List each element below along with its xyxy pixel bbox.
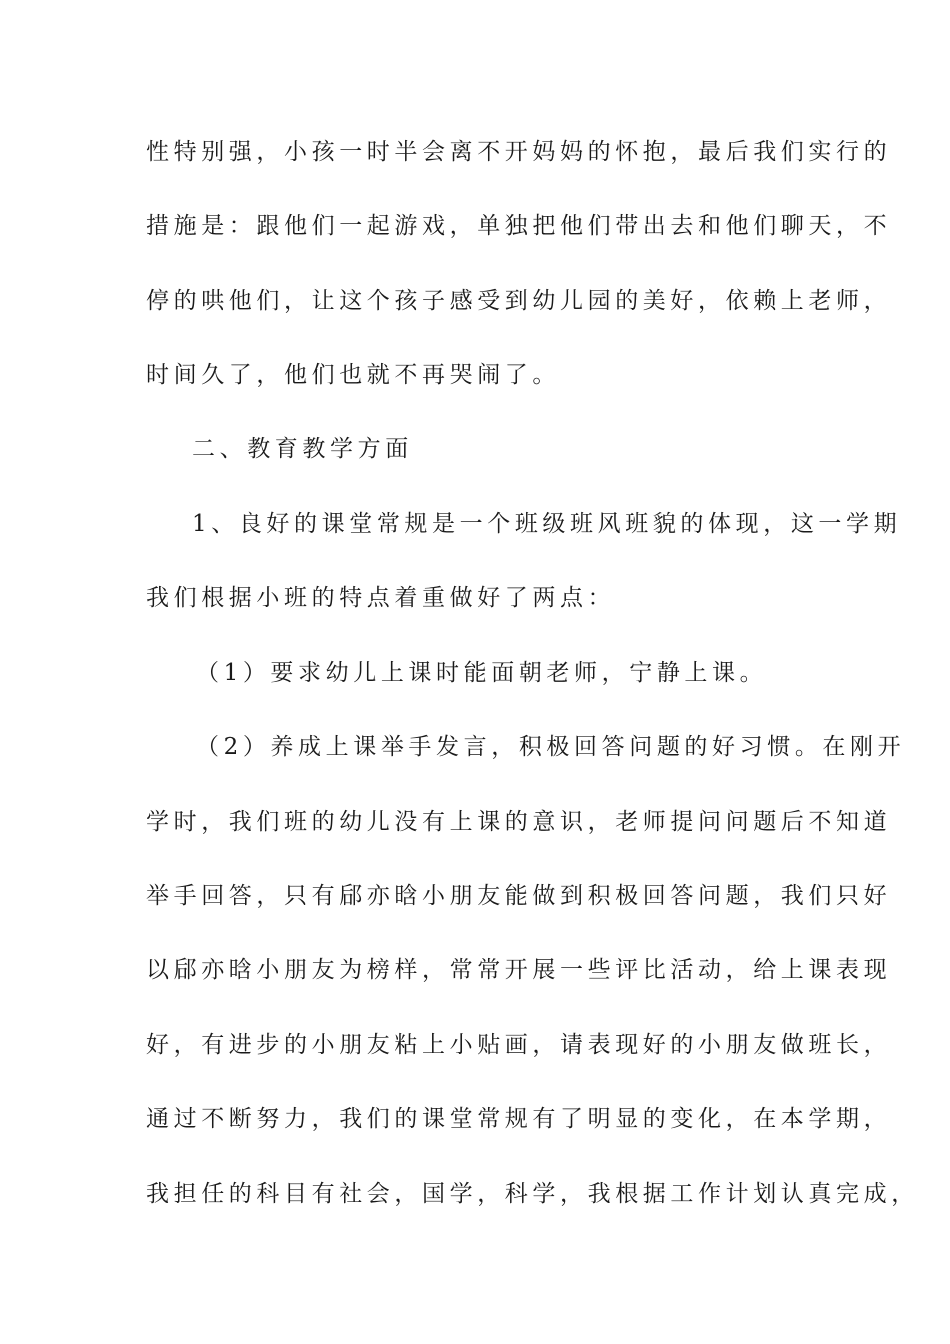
paragraph-line: 我担任的科目有社会，国学，科学，我根据工作计划认真完成，	[146, 1181, 919, 1207]
paragraph-line: 时间久了，他们也就不再哭闹了。	[146, 362, 560, 388]
paragraph-line: 措施是：跟他们一起游戏，单独把他们带出去和他们聊天，不	[146, 213, 892, 239]
paragraph-line: 以郈亦晗小朋友为榜样，常常开展一些评比活动，给上课表现	[146, 957, 892, 983]
paragraph-line: 好，有进步的小朋友粘上小贴画，请表现好的小朋友做班长，	[146, 1032, 892, 1058]
section-heading: 二、教育教学方面	[192, 436, 413, 462]
paragraph-line: 停的哄他们，让这个孩子感受到幼儿园的美好，依赖上老师，	[146, 288, 892, 314]
list-item: （1）要求幼儿上课时能面朝老师，宁静上课。	[196, 660, 768, 686]
list-item: （2）养成上课举手发言，积极回答问题的好习惯。在刚开	[196, 734, 906, 760]
paragraph-line: 通过不断努力，我们的课堂常规有了明显的变化，在本学期，	[146, 1106, 892, 1132]
paragraph-line: 举手回答，只有郈亦晗小朋友能做到积极回答问题，我们只好	[146, 883, 892, 909]
paragraph-line: 我们根据小班的特点着重做好了两点：	[146, 585, 616, 611]
paragraph-line: 学时，我们班的幼儿没有上课的意识，老师提问问题后不知道	[146, 809, 892, 835]
paragraph-line: 性特别强，小孩一时半会离不开妈妈的怀抱，最后我们实行的	[146, 139, 892, 165]
paragraph-line: 1、良好的课堂常规是一个班级班风班貌的体现，这一学期	[192, 511, 902, 537]
